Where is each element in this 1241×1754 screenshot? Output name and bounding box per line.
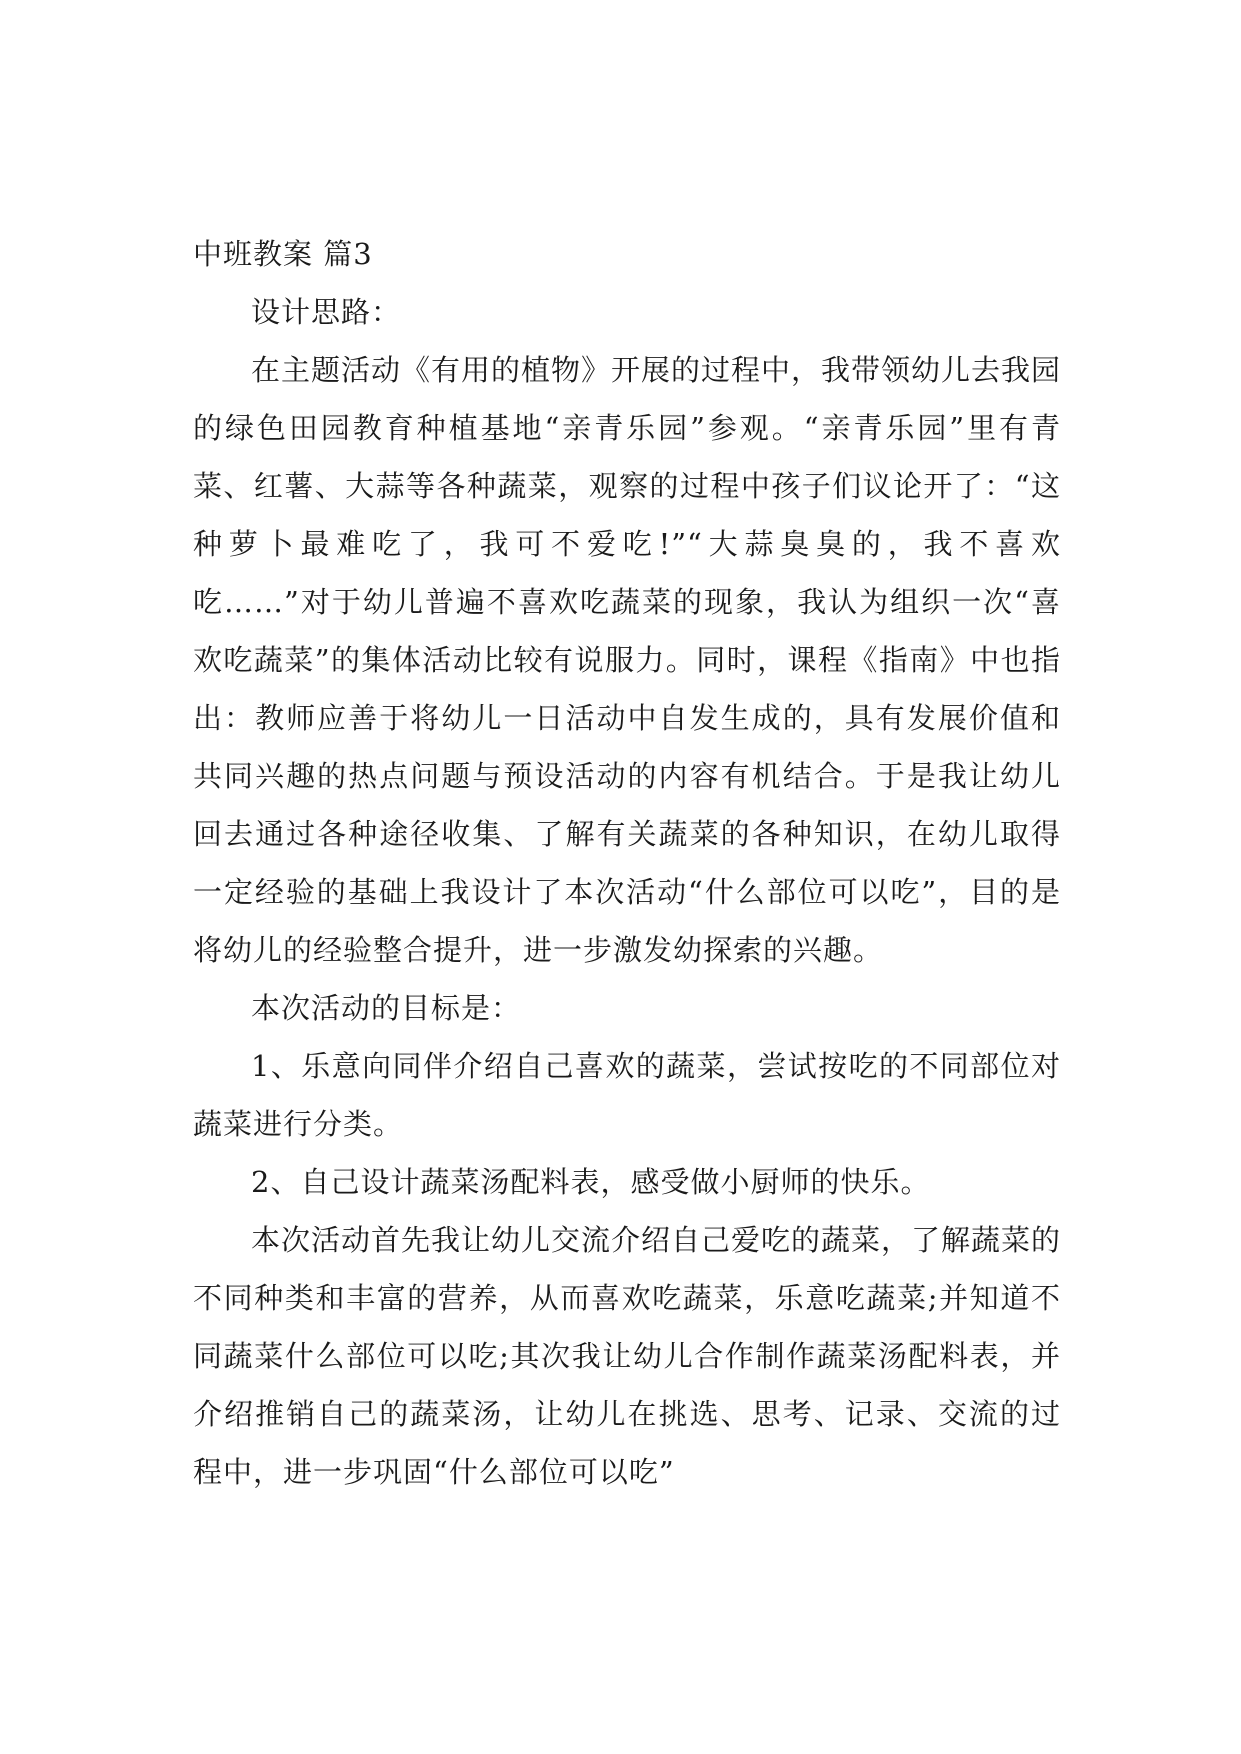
paragraph-design-idea: 在主题活动《有用的植物》开展的过程中，我带领幼儿去我园的绿色田园教育种植基地“亲青乐园”参观。“亲青乐园”里有青菜、红薯、大蒜等各种蔬菜，观察的过程中孩子们议论开了：“这种萝卜最难吃了，我可不爱吃!”“大蒜臭臭的，我不喜欢吃……”对于幼儿普遍不喜欢吃蔬菜的现象，我认为组织一次“喜欢吃蔬菜”的集体活动比较有说服力。同时，课程《指南》中也指出：教师应善于将幼儿一日活动中自发生成的，具有发展价值和共同兴趣的热点问题与预设活动的内容有机结合。于是我让幼儿回去通过各种途径收集、了解有关蔬菜的各种知识，在幼儿取得一定经验的基础上我设计了本次活动“什么部位可以吃”，目的是将幼儿的经验整合提升，进一步激发幼探索的兴趣。 bbox=[193, 353, 1062, 967]
paragraph-goals-heading: 本次活动的目标是： bbox=[251, 991, 522, 1025]
paragraph-goal-1: 1、乐意向同伴介绍自己喜欢的蔬菜，尝试按吃的不同部位对蔬菜进行分类。 bbox=[193, 1049, 1061, 1141]
document-page bbox=[193, 225, 1061, 1501]
document-title: 中班教案 篇3 bbox=[193, 237, 373, 271]
paragraph-goal-2: 2、自己设计蔬菜汤配料表，感受做小厨师的快乐。 bbox=[251, 1165, 931, 1199]
paragraph-activity-process: 本次活动首先我让幼儿交流介绍自己爱吃的蔬菜，了解蔬菜的不同种类和丰富的营养，从而喜欢吃蔬菜，乐意吃蔬菜;并知道不同蔬菜什么部位可以吃;其次我让幼儿合作制作蔬菜汤配料表，并介绍推销自己的蔬菜汤，让幼儿在挑选、思考、记录、交流的过程中，进一步巩固“什么部位可以吃” bbox=[193, 1223, 1062, 1489]
paragraph-design-idea-heading: 设计思路： bbox=[251, 295, 402, 329]
